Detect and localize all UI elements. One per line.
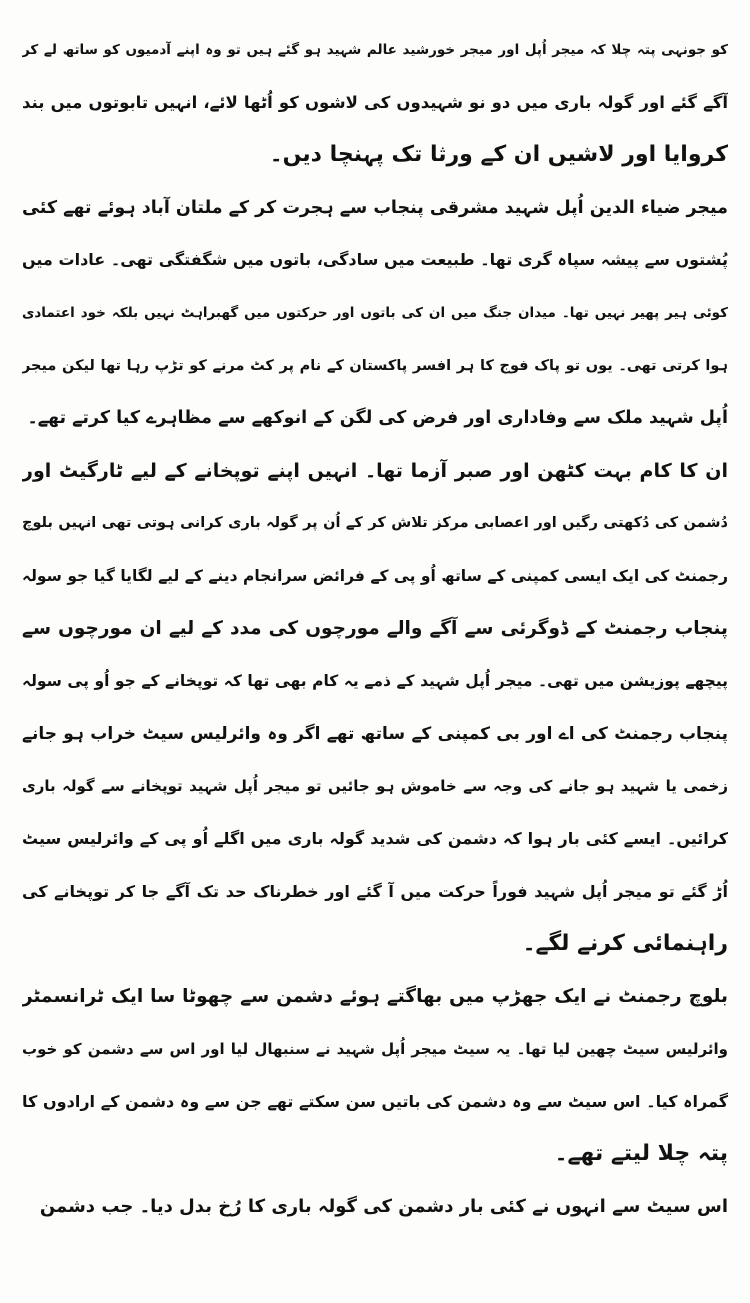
text-line: پنجاب رجمنٹ کے ڈوگرئی سے آگے والے مورچوں کی مدد کے لیے ان مورچوں سے <box>22 617 728 639</box>
paragraph-1 <box>22 24 728 182</box>
text-line: رجمنٹ کی ایک ایسی کمپنی کے ساتھ اُو پی کے فرائض سرانجام دینے کے لیے لگایا گیا جو سولہ <box>22 566 728 585</box>
text-line: زخمی یا شہید ہو جانے کی وجہ سے خاموش ہو جائیں تو میجر اُپل شہید توپخانے سے گولہ باری <box>22 777 728 796</box>
text-line: کو جونہی پتہ چلا کہ میجر اُپل اور میجر خورشید عالم شہید ہو گئے ہیں تو وہ اپنے آدمیوں کو ساتھ لے کر <box>22 42 728 58</box>
text-line: کرائیں۔ ایسے کئی بار ہوا کہ دشمن کی شدید گولہ باری میں اگلے اُو پی کے وائرلیس سیٹ <box>22 828 728 848</box>
text-line: پنجاب رجمنٹ کی اے اور بی کمپنی کے ساتھ تھے اگر وہ وائرلیس سیٹ خراب ہو جانے <box>22 723 728 744</box>
text-line: پُشتوں سے پیشہ سپاہ گری تھا۔ طبیعت میں سادگی، باتوں میں شگفتگی تھی۔ عادات میں <box>22 250 728 270</box>
text-line: وائرلیس سیٹ چھین لیا تھا۔ یہ سیٹ میجر اُپل شہید نے سنبھال لیا اور اس سے دشمن کو خوب <box>22 1040 728 1059</box>
text-line: گمراہ کیا۔ اس سیٹ سے وہ دشمن کی باتیں سن سکتے تھے جن سے وہ دشمن کے ارادوں کا <box>22 1091 728 1111</box>
text-line: کوئی ہیر پھیر نہیں تھا۔ میدان جنگ میں ان کی باتوں اور حرکتوں میں گھبراہٹ نہیں بلکہ خود اعتمادی <box>22 304 728 321</box>
text-line: پتہ چلا لیتے تھے۔ <box>554 1141 728 1167</box>
text-line: میجر ضیاء الدین اُپل شہید مشرقی پنجاب سے ہجرت کر کے ملتان آباد ہوئے تھے کئی <box>22 197 728 218</box>
text-line: اس سیٹ سے انہوں نے کئی بار دشمن کی گولہ باری کا رُخ بدل دیا۔ جب دشمن <box>39 1196 728 1218</box>
paragraph-3 <box>22 445 728 971</box>
text-line: اُڑ گئے تو میجر اُپل شہید فوراً حرکت میں آ گئے اور خطرناک حد تک آگے جا کر توپخانے کی <box>22 881 728 901</box>
text-line: کروایا اور لاشیں ان کے ورثا تک پہنچا دیں۔ <box>269 142 728 168</box>
urdu-text-body <box>22 24 728 1234</box>
text-line: راہنمائی کرنے لگے۔ <box>522 931 728 957</box>
text-line: دُشمن کی دُکھتی رگیں اور اعصابی مرکز تلاش کر کے اُن پر گولہ باری کرانی ہوتی تھی انہیں بلوچ <box>22 515 728 532</box>
text-line: ان کا کام بہت کٹھن اور صبر آزما تھا۔ انہیں اپنے توپخانے کے لیے ٹارگیٹ اور <box>22 459 728 482</box>
paragraph-2 <box>22 182 728 445</box>
text-line: پیچھے پوزیشن میں تھی۔ میجر اُپل شہید کے ذمے یہ کام بھی تھا کہ توپخانے کے جو اُو پی سولہ <box>22 672 728 691</box>
text-line: آگے گئے اور گولہ باری میں دو نو شہیدوں کی لاشوں کو اُٹھا لائے، انہیں تابوتوں میں بند <box>22 92 728 112</box>
text-line: بلوچ رجمنٹ نے ایک جھڑپ میں بھاگتے ہوئے دشمن سے چھوٹا سا ایک ٹرانسمٹر <box>22 985 728 1007</box>
paragraph-5 <box>22 1181 728 1234</box>
text-line: اُپل شہید ملک سے وفاداری اور فرض کی لگن کے انوکھے سے مظاہرے کیا کرتے تھے۔ <box>27 408 728 429</box>
paragraph-4 <box>22 971 728 1181</box>
text-line: ہوا کرتی تھی۔ یوں تو پاک فوج کا ہر افسر پاکستان کے نام پر کٹ مرنے کو تڑپ رہا تھا لیکن میجر <box>22 357 728 374</box>
